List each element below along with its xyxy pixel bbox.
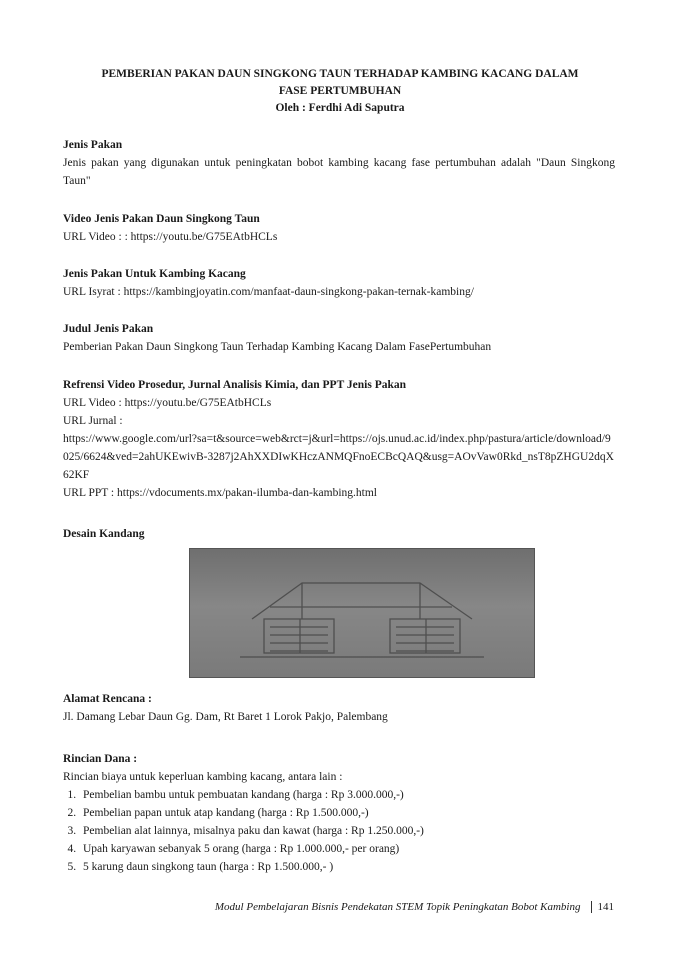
footer-text: Modul Pembelajaran Bisnis Pendekatan STEM Topik Peningkatan Bobot Kambing xyxy=(214,901,581,913)
jenis-pakan-heading: Jenis Pakan xyxy=(63,139,123,151)
page-number: 141 xyxy=(591,901,615,913)
judul-heading: Judul Jenis Pakan xyxy=(63,323,154,335)
kandang-sketch xyxy=(190,549,534,677)
list-item: 2. Pembelian papan untuk atap kandang (harga : Rp 1.500.000,-) xyxy=(79,804,615,822)
list-item: 1. Pembelian bambu untuk pembuatan kandang (harga : Rp 3.000.000,-) xyxy=(79,786,615,804)
video-jenis-heading: Video Jenis Pakan Daun Singkong Taun xyxy=(63,213,260,225)
list-item: 4. Upah karyawan sebanyak 5 orang (harga : Rp 1.000.000,- per orang) xyxy=(79,840,615,858)
judul-text: Pemberian Pakan Daun Singkong Taun Terhadap Kambing Kacang Dalam FasePertumbuhan xyxy=(63,341,492,353)
referensi-jurnal-url[interactable]: https://www.google.com/url?sa=t&source=web&rct=j&url=https://ojs.unud.ac.id/index.php/pastura/article/download/9025/6624&ved=2ahUKEwivB-3287j2AhXXDIwKHczANMQFnoECBcQAQ&usg=AOvVaw0Rkd_nsT8pZHGU2dqX62KF xyxy=(63,433,614,481)
author-line: Oleh : Ferdhi Adi Saputra xyxy=(275,102,405,114)
page-footer xyxy=(215,901,614,913)
rincian-heading: Rincian Dana : xyxy=(63,753,138,765)
video-jenis-url[interactable]: URL Video : : https://youtu.be/G75EAtbHCLs xyxy=(63,231,278,243)
title-line-2: FASE PERTUMBUHAN xyxy=(278,85,402,97)
rincian-intro: Rincian biaya untuk keperluan kambing kacang, antara lain : xyxy=(63,771,343,783)
jenis-pakan-text: Jenis pakan yang digunakan untuk peningkatan bobot kambing kacang fase pertumbuhan adalah "Daun Singkong Taun" xyxy=(63,157,615,187)
referensi-video-url[interactable]: URL Video : https://youtu.be/G75EAtbHCLs xyxy=(63,397,272,409)
section-desain xyxy=(63,525,615,543)
pakan-kambing-url[interactable]: URL Isyrat : https://kambingjoyatin.com/manfaat-daun-singkong-pakan-ternak-kambing/ xyxy=(63,286,474,298)
document-title xyxy=(60,66,620,117)
section-jenis-pakan xyxy=(63,136,615,190)
list-item: 5. 5 karung daun singkong taun (harga : Rp 1.500.000,- ) xyxy=(79,858,615,876)
alamat-heading: Alamat Rencana : xyxy=(63,693,152,705)
list-item: 3. Pembelian alat lainnya, misalnya paku dan kawat (harga : Rp 1.250.000,-) xyxy=(79,822,615,840)
title-line-1: PEMBERIAN PAKAN DAUN SINGKONG TAUN TERHADAP KAMBING KACANG DALAM xyxy=(101,68,579,80)
referensi-ppt-url[interactable]: URL PPT : https://vdocuments.mx/pakan-ilumba-dan-kambing.html xyxy=(63,487,377,499)
kandang-design-image xyxy=(189,548,535,678)
section-video-jenis xyxy=(63,210,615,246)
section-pakan-kambing xyxy=(63,265,615,301)
section-judul xyxy=(63,320,615,356)
section-alamat xyxy=(63,690,615,726)
rincian-list xyxy=(63,786,615,876)
alamat-text: Jl. Damang Lebar Daun Gg. Dam, Rt Baret 1 Lorok Pakjo, Palembang xyxy=(63,711,388,723)
section-referensi xyxy=(63,376,615,502)
section-rincian xyxy=(63,750,615,876)
pakan-kambing-heading: Jenis Pakan Untuk Kambing Kacang xyxy=(63,268,246,280)
desain-heading: Desain Kandang xyxy=(63,528,145,540)
referensi-heading: Refrensi Video Prosedur, Jurnal Analisis Kimia, dan PPT Jenis Pakan xyxy=(63,379,407,391)
referensi-jurnal-label: URL Jurnal : xyxy=(63,415,123,427)
